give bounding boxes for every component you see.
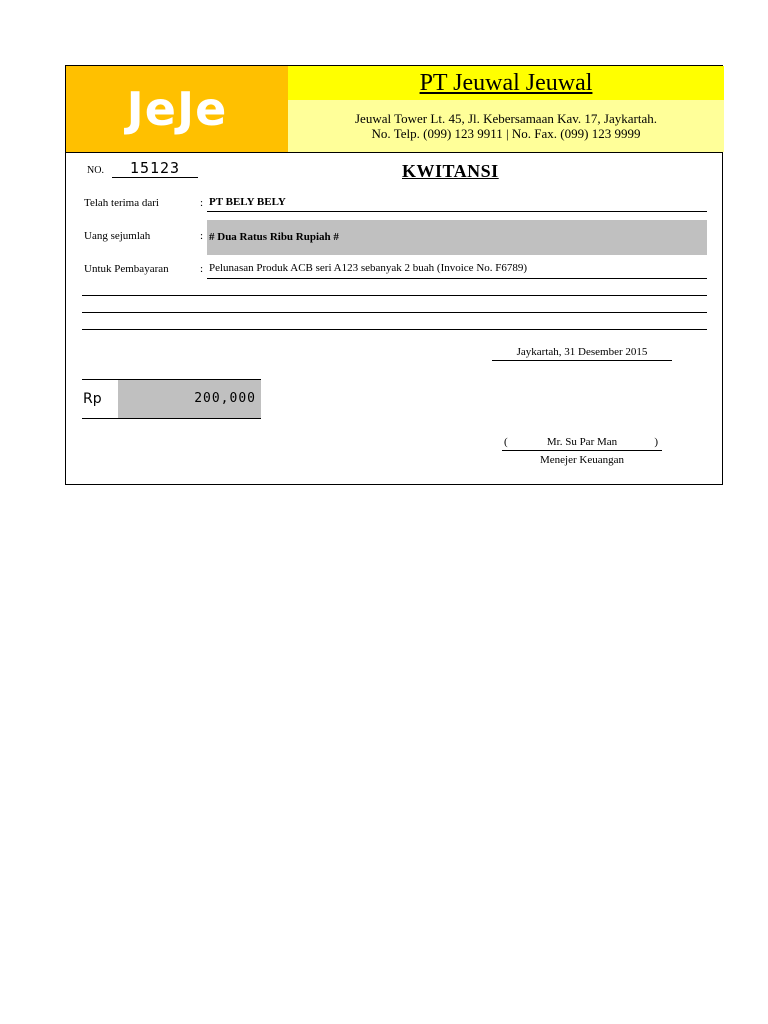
signature-line [502, 434, 662, 451]
signer-title: Menejer Keuangan [540, 454, 624, 466]
paren-open: ( [504, 436, 508, 448]
company-logo [66, 66, 288, 152]
receipt-card [65, 65, 723, 485]
header-divider [66, 152, 722, 153]
amount-number: 200,000 [118, 380, 261, 418]
amount-colon: : [200, 230, 204, 242]
receipt-number: 15123 [112, 159, 198, 178]
signer-name: Mr. Su Par Man [546, 436, 618, 448]
purpose-colon: : [200, 263, 204, 275]
receipt-title: KWITANSI [402, 161, 499, 181]
company-info [288, 100, 724, 152]
company-name: PT Jeuwal Jeuwal [419, 70, 593, 96]
amount-in-words: # Dua Ratus Ribu Rupiah # [207, 220, 707, 255]
amount-label: Uang sejumlah [84, 230, 151, 242]
receipt-number-label: NO. [87, 165, 104, 176]
received-from-value: PT BELY BELY [207, 196, 707, 212]
received-from-colon: : [200, 197, 204, 209]
blank-line [82, 329, 707, 330]
paren-close: ) [654, 436, 658, 448]
received-from-label: Telah terima dari [84, 197, 159, 209]
blank-line [82, 295, 707, 296]
logo-text: JeJe [126, 82, 228, 136]
purpose-label: Untuk Pembayaran [84, 263, 169, 275]
purpose-value: Pelunasan Produk ACB seri A123 sebanyak 2 buah (Invoice No. F6789) [207, 262, 707, 279]
company-contact: No. Telp. (099) 123 9911 | No. Fax. (099) 123 9999 [371, 126, 641, 141]
currency-label: Rp [83, 391, 102, 407]
company-address: Jeuwal Tower Lt. 45, Jl. Kebersamaan Kav. 17, Jaykartah. [355, 111, 657, 126]
company-header [288, 66, 724, 100]
amount-box [82, 379, 261, 419]
place-date: Jaykartah, 31 Desember 2015 [492, 344, 672, 361]
blank-line [82, 312, 707, 313]
